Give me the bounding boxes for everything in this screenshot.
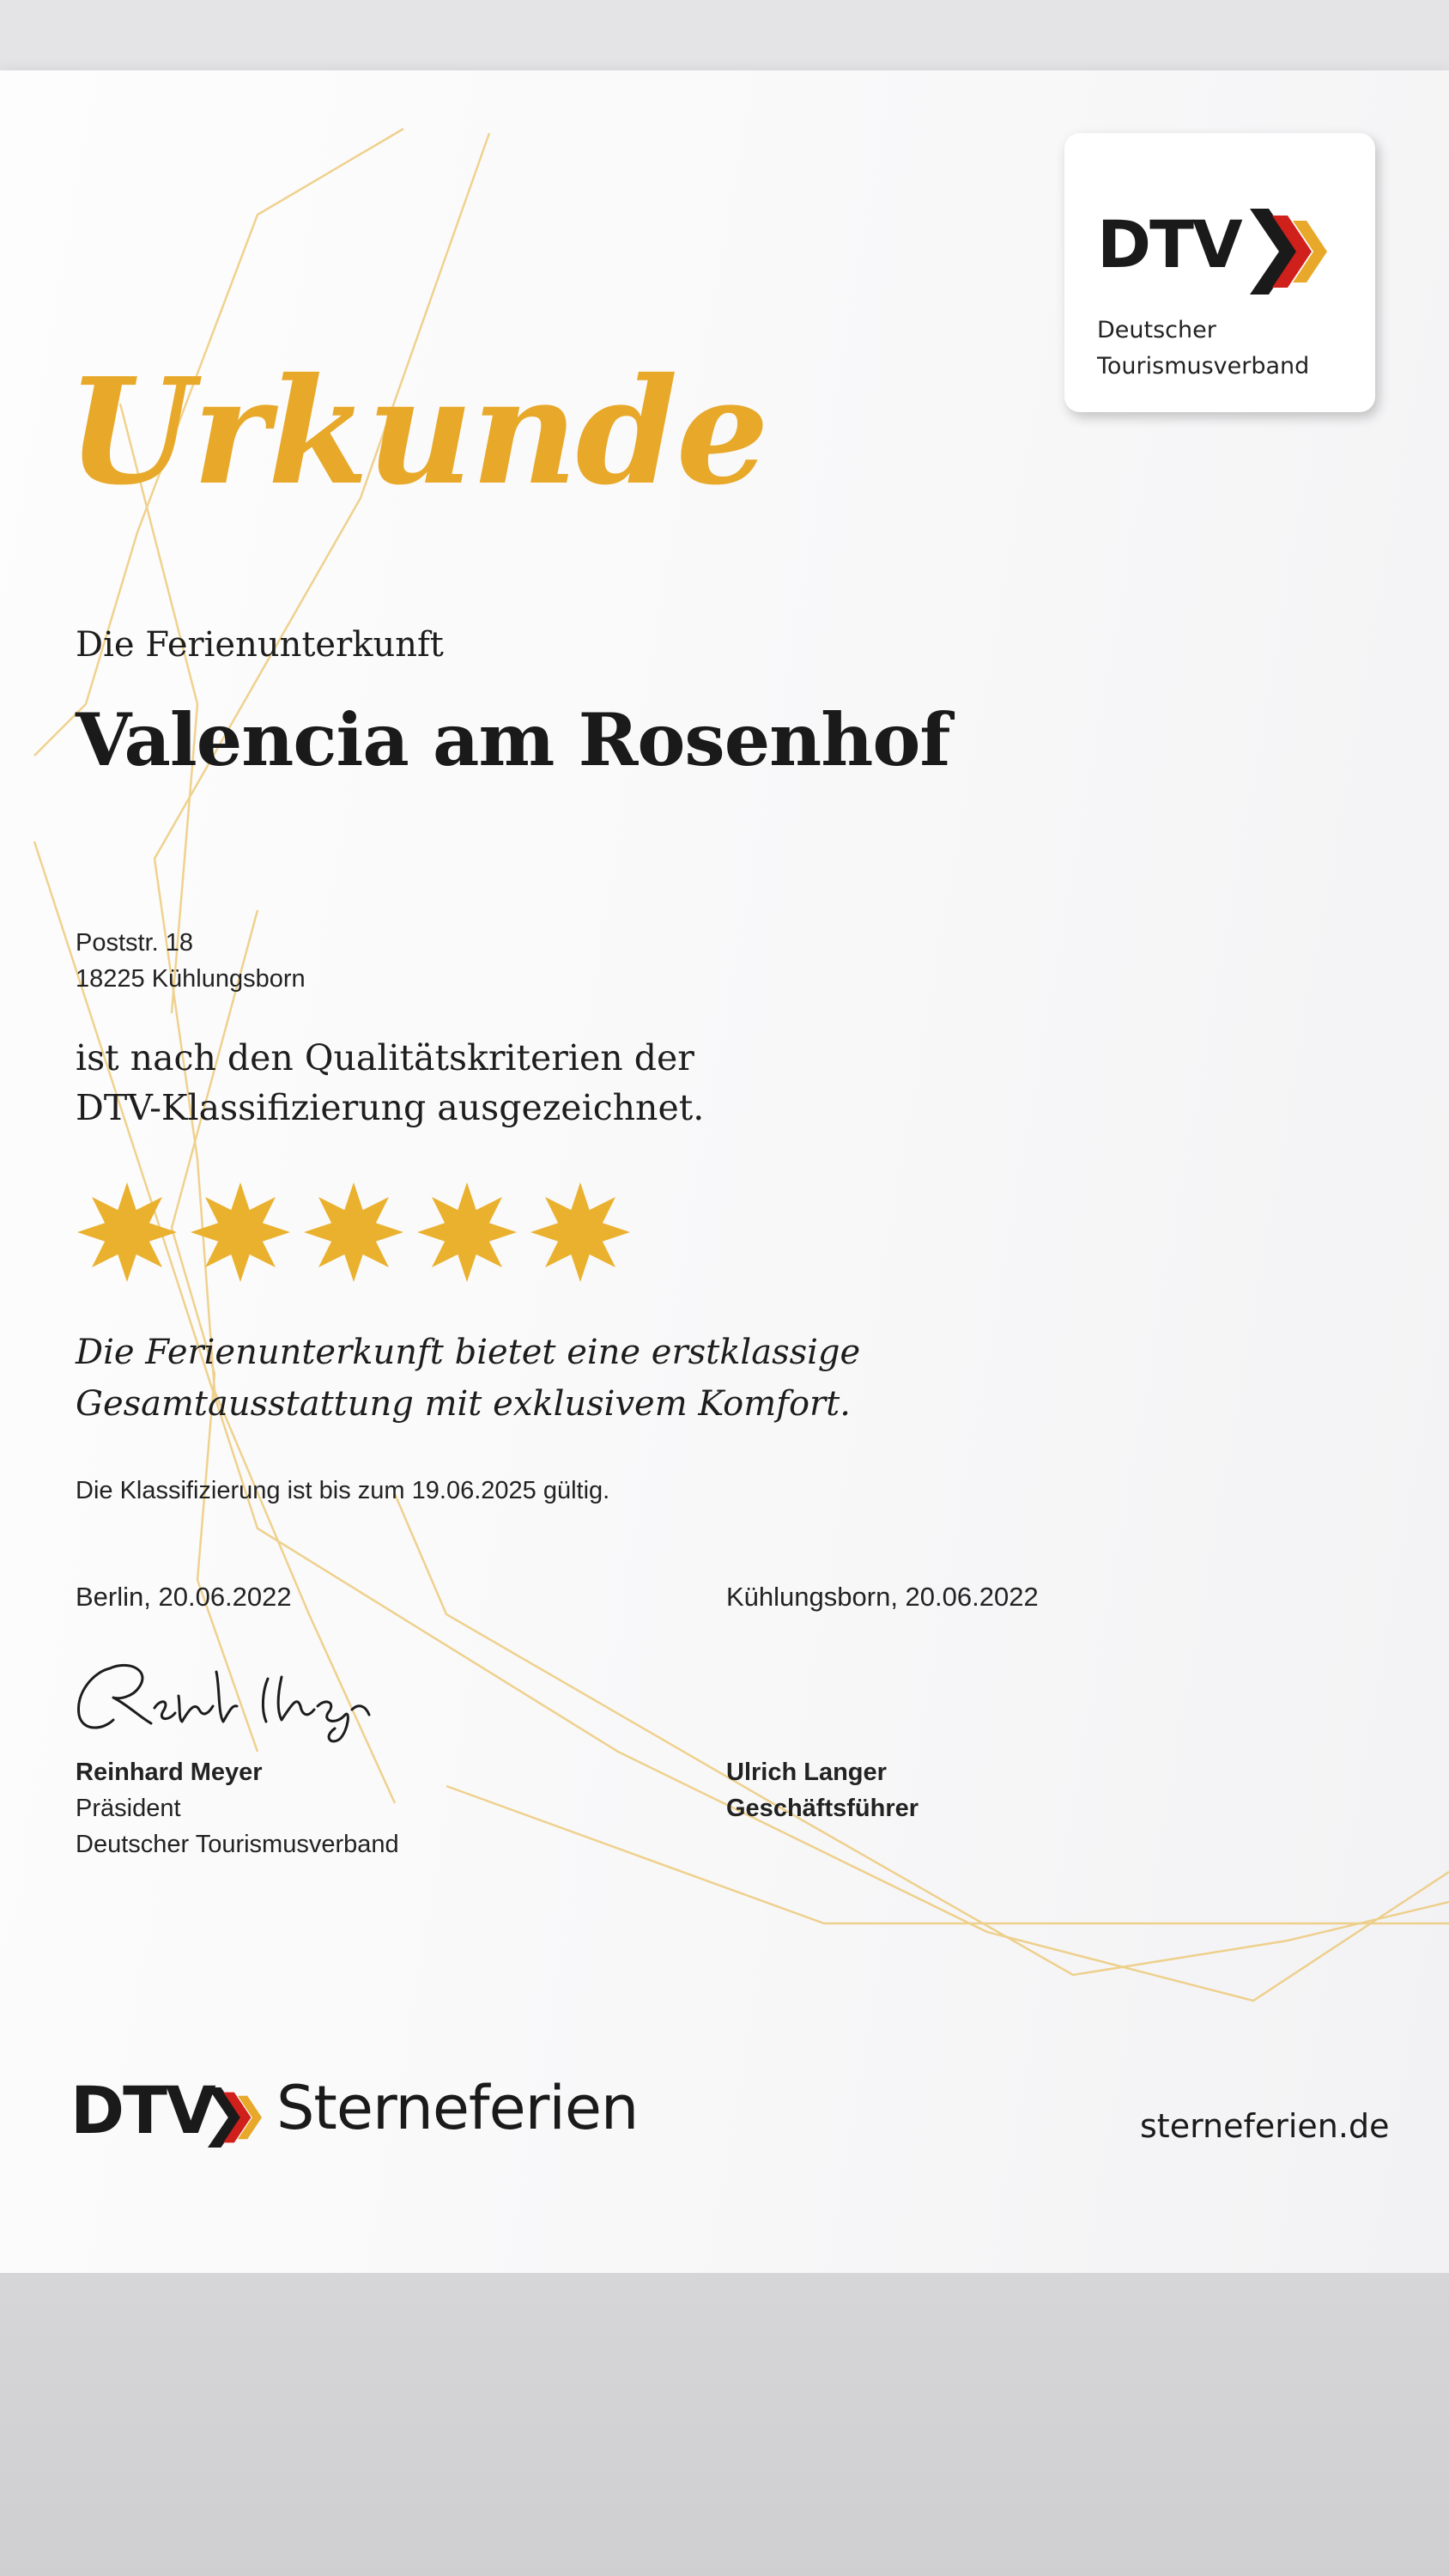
star-icon — [304, 1182, 403, 1282]
address-street: Poststr. 18 — [76, 929, 194, 957]
quote-line-2: Gesamtausstattung mit exklusivem Komfort. — [76, 1384, 851, 1424]
signer-right-role: Geschäftsführer — [726, 1795, 919, 1822]
signer-left-name: Reinhard Meyer — [76, 1759, 263, 1786]
signer-right-name: Ulrich Langer — [726, 1759, 887, 1786]
footer-logo-text: DTV — [70, 2072, 215, 2148]
star-icon — [191, 1182, 290, 1282]
property-name: Valencia am Rosenhof — [76, 697, 950, 782]
quote-line-1: Die Ferienunterkunft bietet eine erstklassige — [76, 1333, 861, 1372]
signer-left-role: Präsident — [76, 1795, 181, 1822]
certificate-title: Urkunde — [67, 346, 767, 518]
certificate-subtitle: Die Ferienunterkunft — [76, 625, 444, 665]
star-icon — [77, 1182, 177, 1282]
criteria-line-1: ist nach den Qualitätskriterien der — [76, 1037, 694, 1078]
criteria-line-2: DTV-Klassifizierung ausgezeichnet. — [76, 1087, 705, 1128]
badge-line-1: Deutscher — [1097, 317, 1216, 343]
validity-text: Die Klassifizierung ist bis zum 19.06.2025 gültig. — [76, 1477, 610, 1504]
handwritten-signature — [69, 1653, 412, 1747]
footer-brand: Sterneferien — [276, 2073, 639, 2143]
table-surface — [0, 2273, 1449, 2576]
badge-line-2: Tourismusverband — [1097, 353, 1310, 380]
star-rating — [76, 1178, 642, 1286]
dtv-chevron-icon — [1250, 209, 1336, 295]
address-city: 18225 Kühlungsborn — [76, 965, 306, 993]
place-date-left: Berlin, 20.06.2022 — [76, 1582, 292, 1612]
star-icon — [417, 1182, 517, 1282]
badge-logo-text: DTV — [1097, 206, 1241, 283]
signer-left-org: Deutscher Tourismusverband — [76, 1831, 399, 1858]
footer-url: sterneferien.de — [1140, 2107, 1390, 2145]
place-date-right: Kühlungsborn, 20.06.2022 — [726, 1582, 1039, 1612]
dtv-badge — [1064, 133, 1375, 412]
star-icon — [530, 1182, 630, 1282]
footer-chevron-icon — [208, 2087, 268, 2148]
